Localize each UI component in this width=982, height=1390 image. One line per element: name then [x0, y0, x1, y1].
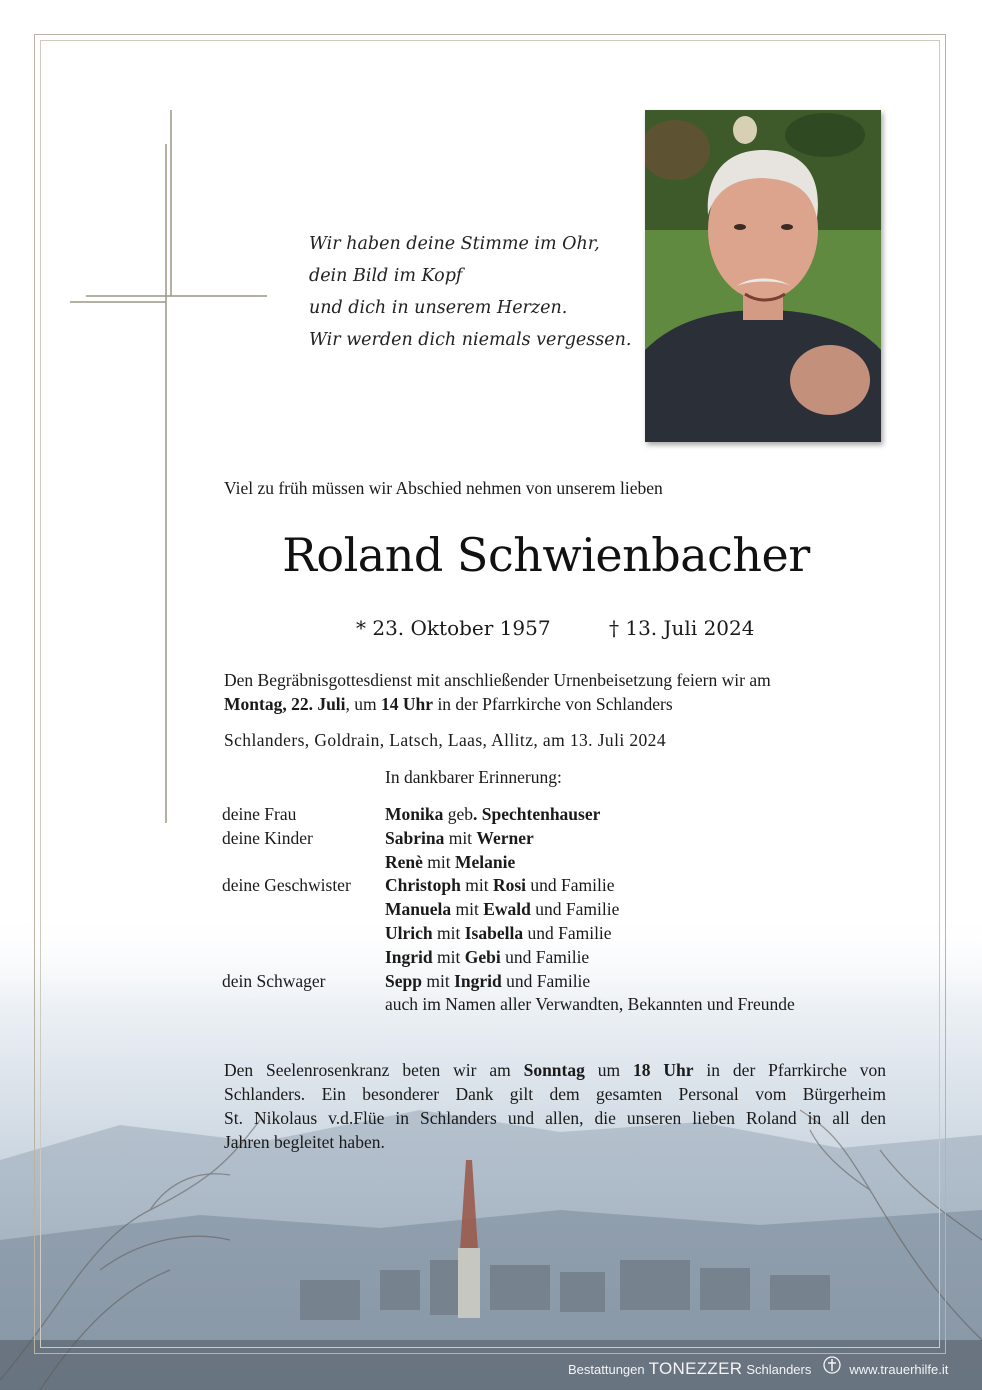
family-member-text: mit [451, 899, 484, 920]
closing-emphasis: 18 Uhr [633, 1060, 694, 1080]
family-members [385, 827, 534, 851]
closing-text: Jahren begleitet haben. [224, 1132, 385, 1152]
family-members [385, 922, 612, 946]
family-relation: deine Frau [222, 804, 297, 824]
family-member-name: Ulrich [385, 922, 433, 943]
family-member-name: Monika [385, 804, 444, 824]
family-members [385, 898, 619, 922]
closing-line [224, 1082, 886, 1106]
family-member-name: Ewald [483, 899, 531, 920]
poem-line: und dich in unserem Herzen. [309, 298, 568, 318]
closing-text: in der Pfarrkirche von [693, 1060, 886, 1080]
closing-line [224, 1130, 886, 1154]
funeral-day: Montag, 22. Juli [224, 694, 346, 714]
family-member-name: Melanie [455, 851, 516, 872]
deceased-name-text: Roland Schwienbacher [282, 528, 810, 582]
family-members [385, 946, 589, 970]
family-member-name: Isabella [464, 922, 524, 943]
family-row [222, 993, 795, 1017]
family-member-text: mit [421, 970, 455, 991]
footer-suffix: Schlanders [746, 1362, 812, 1377]
family-relation: dein Schwager [222, 970, 326, 991]
poem-line: dein Bild im Kopf [309, 266, 463, 286]
trauerhilfe-logo-icon [823, 1356, 841, 1374]
family-relation: deine Kinder [222, 827, 313, 848]
deceased-name [0, 528, 982, 582]
family-members [385, 993, 795, 1017]
footer-brand: TONEZZER [648, 1359, 743, 1378]
family-member-name: Christoph [385, 875, 461, 896]
birth-date: * 23. Oktober 1957 [356, 616, 551, 640]
closing-line [224, 1106, 886, 1130]
closing-text: Schlanders. Ein besonderer Dank gilt dem gesamten Personal vom Bürgerheim [224, 1084, 886, 1104]
family-row [222, 874, 795, 898]
family-members [385, 874, 614, 898]
family-row [222, 922, 795, 946]
family-relation [222, 946, 385, 970]
family-row [222, 970, 795, 994]
intro-text: Viel zu früh müssen wir Abschied nehmen von unserem lieben [224, 478, 663, 498]
footer-prefix: Bestattungen [568, 1362, 645, 1377]
family-relation [222, 922, 385, 946]
family-member-text: mit [460, 875, 493, 896]
family-row [222, 803, 795, 827]
family-relation [222, 851, 385, 875]
family-member-text: mit [432, 922, 465, 943]
family-member-name: Ingrid [454, 970, 502, 991]
family-member-text: und Familie [523, 922, 612, 943]
poem [309, 228, 631, 356]
family-member-name: . Spechtenhauser [473, 804, 601, 824]
family-row [222, 946, 795, 970]
family-members [385, 803, 600, 827]
death-date: † 13. Juli 2024 [609, 616, 755, 640]
family-member-name: Manuela [385, 899, 452, 920]
family-member-name: Werner [476, 827, 534, 848]
funeral-connector: , um [345, 694, 382, 714]
closing-text: um [584, 1060, 634, 1080]
place-and-date: Schlanders, Goldrain, Latsch, Laas, Allitz, am 13. Juli 2024 [224, 730, 666, 750]
family-member-name: Renè [385, 851, 423, 872]
family-relation [222, 993, 385, 1017]
family-member-name: Rosi [492, 875, 527, 896]
family-member-text: auch im Namen aller Verwandten, Bekannten und Freunde [385, 994, 795, 1015]
closing-text: Den Seelenrosenkranz beten wir am [224, 1060, 524, 1080]
family-member-text: und Familie [501, 970, 591, 991]
funeral-time: 14 Uhr [381, 694, 434, 714]
closing-line [224, 1058, 886, 1082]
family-row [222, 827, 795, 851]
closing-emphasis: Sonntag [523, 1060, 585, 1080]
funeral-line-1: Den Begräbnisgottesdienst mit anschließender Urnenbeisetzung feiern wir am [224, 670, 771, 690]
poem-line: Wir werden dich niemals vergessen. [309, 330, 632, 350]
family-members [385, 970, 590, 994]
family-member-text: mit [432, 946, 465, 967]
family-member-text: geb [443, 804, 474, 824]
footer [568, 1356, 948, 1379]
poem-line: Wir haben deine Stimme im Ohr, [309, 234, 600, 254]
family-members [385, 851, 515, 875]
closing-text: St. Nikolaus v.d.Flüe in Schlanders und allen, die unseren lieben Roland in all den [224, 1108, 886, 1128]
family-member-text: mit [422, 851, 455, 872]
family-relation: deine Geschwister [222, 875, 351, 896]
funeral-line-2 [224, 692, 771, 716]
family-member-name: Gebi [464, 946, 501, 967]
family-row [222, 851, 795, 875]
thanks-heading: In dankbarer Erinnerung: [385, 767, 562, 787]
family-member-name: Sabrina [385, 827, 445, 848]
funeral-location: in der Pfarrkirche von Schlanders [433, 694, 673, 714]
family-row [222, 898, 795, 922]
family-member-text: und Familie [500, 946, 590, 967]
family-member-name: Ingrid [385, 946, 433, 967]
family-member-text: und Familie [530, 899, 620, 920]
funeral-notice [224, 668, 771, 716]
family-member-text: mit [444, 827, 477, 848]
cross-icon [60, 108, 280, 828]
closing-paragraph [224, 1058, 886, 1154]
family-member-text: und Familie [526, 875, 615, 896]
family-relation [222, 898, 385, 922]
footer-url: www.trauerhilfe.it [849, 1362, 949, 1377]
family-list [222, 803, 795, 1017]
portrait-photo [645, 110, 881, 442]
family-member-name: Sepp [385, 970, 422, 991]
